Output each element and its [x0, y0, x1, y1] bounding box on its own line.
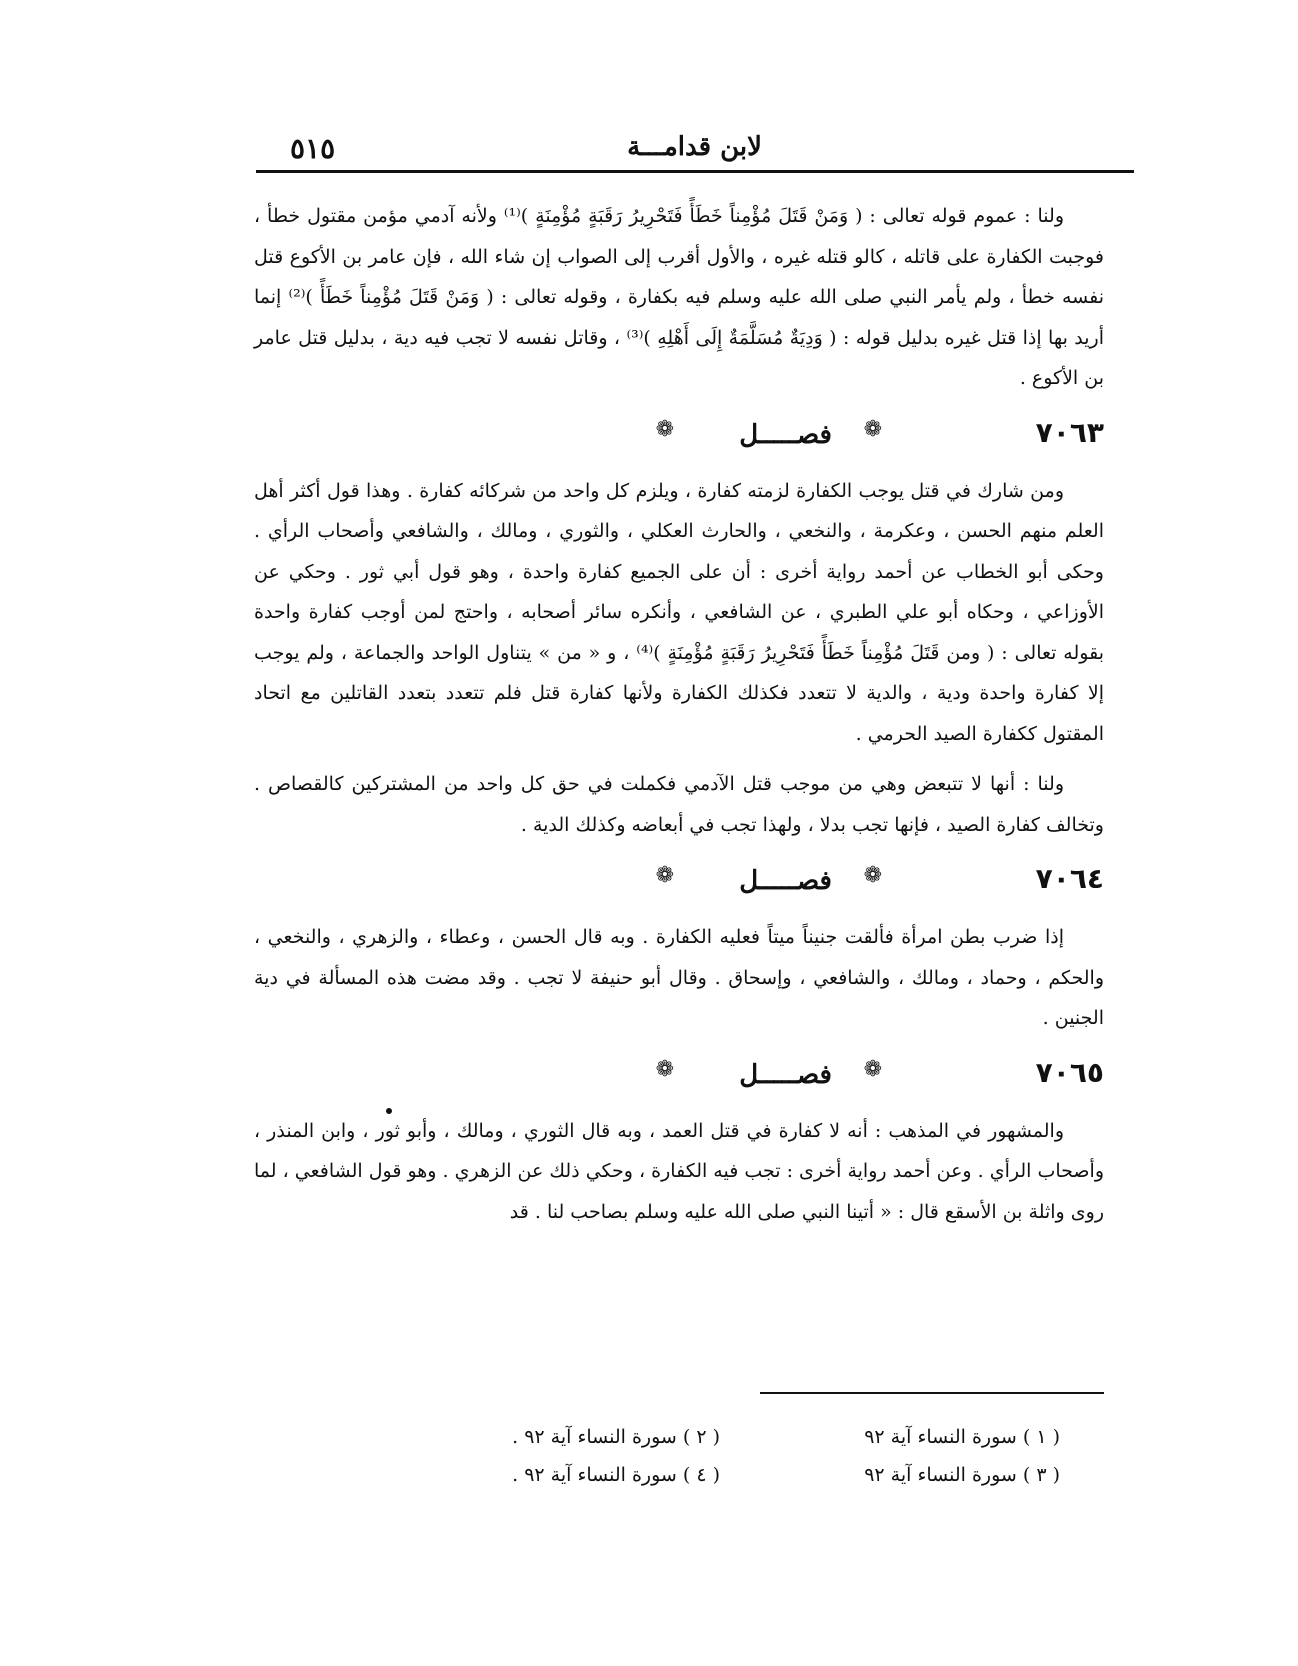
- header-rule: [256, 170, 1134, 173]
- section-heading: [254, 857, 1104, 907]
- footnote: ( ٣ ) سورة النساء آية ٩٢: [864, 1464, 1060, 1486]
- page-header: [252, 132, 1132, 172]
- ornament-icon: ❁: [655, 1056, 674, 1082]
- section-heading: [254, 411, 1104, 461]
- section-title: فصـــــل: [739, 866, 832, 896]
- paragraph: ولنا : أنها لا تتبعض وهي من موجب قتل الآدمي فكملت في حق كل واحد من المشتركين كالقصاص . وتخالف كفارة الصيد ، فإنها تجب بدلا ، ولهذا تجب في أبعاضه وكذلك الدية .: [254, 773, 1104, 836]
- footnote: ( ١ ) سورة النساء آية ٩٢: [864, 1426, 1060, 1448]
- paragraph: ومن شارك في قتل يوجب الكفارة لزمته كفارة ، ويلزم كل واحد من شركائه كفارة . وهذا قول أكثر أهل العلم منهم الحسن ، وعكرمة ، والنخعي ، والحارث العكلي ، والثوري ، ومالك ، والشافعي وأصحاب الرأي . وحكى أبو الخطاب عن أحمد رواية أخرى : أن على الجميع كفارة واحدة ، وهو قول أبي ثور . وحكي عن الأوزاعي ، وحكاه أبو علي الطبري ، عن الشافعي ، وأنكره سائر أصحابه ، واحتج لمن أوجب كفارة واحدة بقوله تعالى : ( ومن قَتَلَ مُؤْمِناً خَطَأً فَتَحْرِيرُ رَقَبَةٍ مُؤْمِنَةٍ )⁽⁴⁾ ، و « من » يتناول الواحد والجماعة ، ولم يوجب إلا كفارة واحدة ودية ، والدية لا تتعدد فكذلك الكفارة ولأنها كفارة قتل فلم تتعدد بتعدد القاتلين مع اتحاد المقتول ككفارة الصيد الحرمي .: [254, 479, 1104, 745]
- footnote-rule: [760, 1392, 1104, 1394]
- paragraph: والمشهور في المذهب : أنه لا كفارة في قتل العمد ، وبه قال الثوري ، ومالك ، وأبو ثور ، وابن المنذر ، وأصحاب الرأي . وعن أحمد رواية أخرى : تجب فيه الكفارة ، وحكي ذلك عن الزهري . وهو قول الشافعي ، لما روى واثلة بن الأسقع قال : « أتينا النبي صلى الله عليه وسلم بصاحب لنا . قد: [254, 1119, 1104, 1223]
- running-title: لابن قدامـــة: [627, 132, 762, 162]
- section-number: ٧٠٦٣: [1035, 415, 1104, 449]
- section-number: ٧٠٦٥: [1035, 1055, 1104, 1089]
- section-title: فصـــــل: [739, 1059, 832, 1090]
- ornament-icon: ❁: [863, 416, 882, 442]
- footnote: ( ٢ ) سورة النساء آية ٩٢ .: [512, 1426, 720, 1448]
- footnote-row: [420, 1418, 1060, 1456]
- ornament-icon: ❁: [655, 416, 674, 442]
- section-heading: [254, 1051, 1104, 1101]
- footnote: ( ٤ ) سورة النساء آية ٩٢ .: [512, 1464, 720, 1486]
- footnote-row: [420, 1456, 1060, 1494]
- paragraph: ولنا : عموم قوله تعالى : ( وَمَنْ قَتَلَ مُؤْمِناً خَطَأً فَتَحْرِيرُ رَقَبَةٍ مُؤْمِنَةٍ )⁽¹⁾ ولأنه آدمي مؤمن مقتول خطأ ، فوجبت الكفارة على قاتله ، كالو قتله غيره ، والأول أقرب إلى الصواب إن شاء الله ، فإن عامر بن الأكوع قتل نفسه خطأ ، ولم يأمر النبي صلى الله عليه وسلم فيه بكفارة ، وقوله تعالى : ( وَمَنْ قَتَلَ مُؤْمِناً خَطَأً )⁽²⁾ إنما أريد بها إذا قتل غيره بدليل قوله : ( وَدِيَةٌ مُسَلَّمَةٌ إِلَى أَهْلِهِ )⁽³⁾ ، وقاتل نفسه لا تجب فيه دية ، بدليل قتل عامر بن الأكوع .: [254, 205, 1104, 389]
- ornament-icon: ❁: [863, 863, 882, 888]
- print-speck: [386, 1108, 392, 1114]
- page-number: ٥١٥: [290, 132, 336, 165]
- footnotes: [420, 1418, 1060, 1494]
- ornament-icon: ❁: [863, 1056, 882, 1082]
- ornament-icon: ❁: [655, 863, 674, 888]
- main-text: [254, 196, 1104, 1242]
- paragraph: إذا ضرب بطن امرأة فألقت جنيناً ميتاً فعليه الكفارة . وبه قال الحسن ، وعطاء ، والزهري ، والنخعي ، والحكم ، وحماد ، ومالك ، والشافعي ، وإسحاق . وقال أبو حنيفة لا تجب . وقد مضت هذه المسألة في دية الجنين .: [254, 926, 1104, 1029]
- section-number: ٧٠٦٤: [1035, 862, 1104, 895]
- section-title: فصـــــل: [739, 419, 832, 450]
